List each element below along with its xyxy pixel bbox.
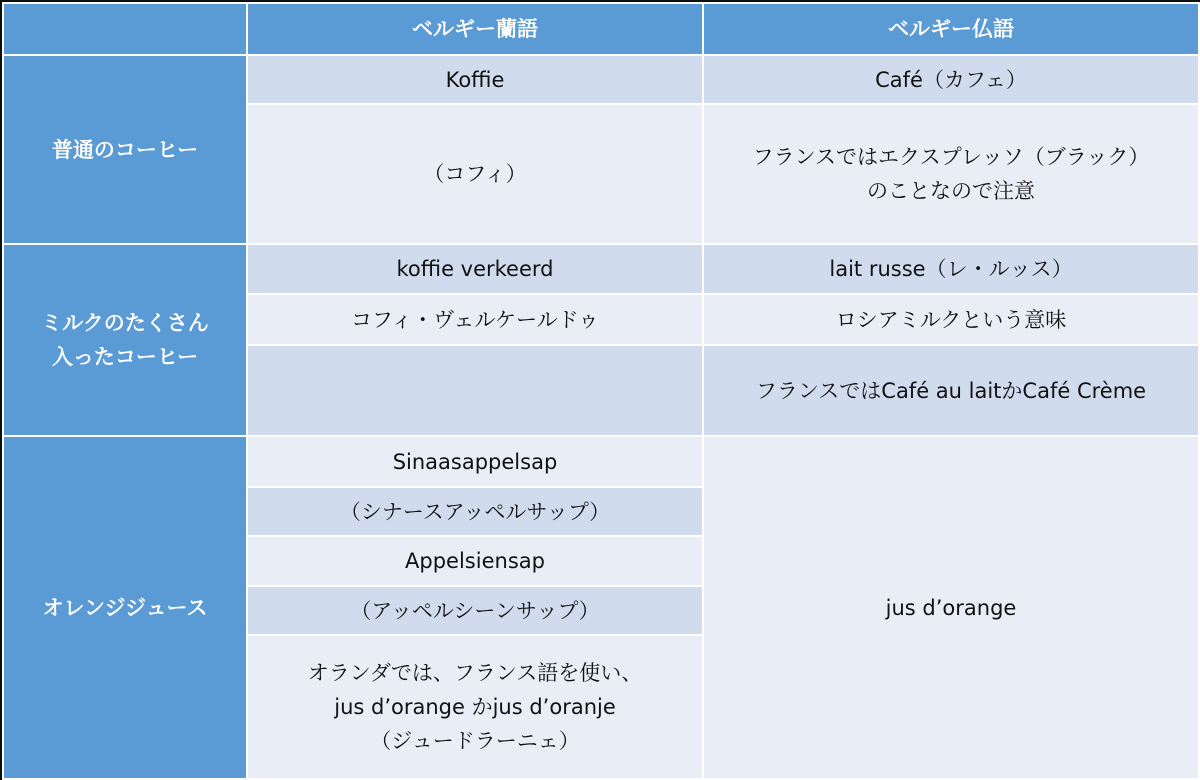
coffee-french-note-line2: のことなので注意 bbox=[867, 179, 1035, 203]
milk-coffee-label-line2: 入ったコーヒー bbox=[51, 345, 199, 369]
header-corner-cell bbox=[3, 3, 247, 55]
table-row bbox=[3, 244, 1199, 294]
milk-coffee-french-note: フランスではCafé au laitかCafé Crème bbox=[703, 345, 1199, 436]
header-row bbox=[3, 3, 1199, 55]
orange-dutch-note-line1: オランダでは、フランス語を使い、 bbox=[307, 661, 643, 685]
coffee-french-word: Café（カフェ） bbox=[703, 55, 1199, 104]
header-dutch: ベルギー蘭語 bbox=[247, 3, 703, 55]
header-french: ベルギー仏語 bbox=[703, 3, 1199, 55]
orange-dutch-word-1: Sinaasappelsap bbox=[247, 436, 703, 487]
orange-dutch-note-line3: （ジュードラーニェ） bbox=[370, 729, 580, 753]
coffee-dutch-reading: （コフィ） bbox=[247, 104, 703, 244]
row-label-milk-coffee bbox=[3, 244, 247, 436]
milk-coffee-label-line1: ミルクのたくさん bbox=[41, 311, 209, 335]
orange-french-word: jus d’orange bbox=[703, 436, 1199, 779]
table-row bbox=[3, 436, 1199, 487]
milk-coffee-french-meaning: ロシアミルクという意味 bbox=[703, 294, 1199, 345]
orange-dutch-reading-1: （シナースアッペルサップ） bbox=[247, 487, 703, 536]
coffee-french-note-line1: フランスではエクスプレッソ（ブラック） bbox=[752, 145, 1150, 169]
milk-coffee-french-word: lait russe（レ・ルッス） bbox=[703, 244, 1199, 294]
orange-dutch-note bbox=[247, 635, 703, 779]
table-row bbox=[3, 55, 1199, 104]
milk-coffee-dutch-reading: コフィ・ヴェルケールドゥ bbox=[247, 294, 703, 345]
orange-dutch-note-line2: jus d’orange かjus d’oranje bbox=[334, 695, 616, 719]
coffee-dutch-word: Koffie bbox=[247, 55, 703, 104]
orange-dutch-reading-2: （アッペルシーンサップ） bbox=[247, 586, 703, 635]
row-label-coffee: 普通のコーヒー bbox=[3, 55, 247, 244]
coffee-french-note bbox=[703, 104, 1199, 244]
milk-coffee-dutch-empty bbox=[247, 345, 703, 436]
orange-dutch-word-2: Appelsiensap bbox=[247, 536, 703, 586]
milk-coffee-dutch-word: koffie verkeerd bbox=[247, 244, 703, 294]
row-label-orange-juice: オレンジジュース bbox=[3, 436, 247, 779]
vocabulary-table bbox=[2, 2, 1200, 780]
